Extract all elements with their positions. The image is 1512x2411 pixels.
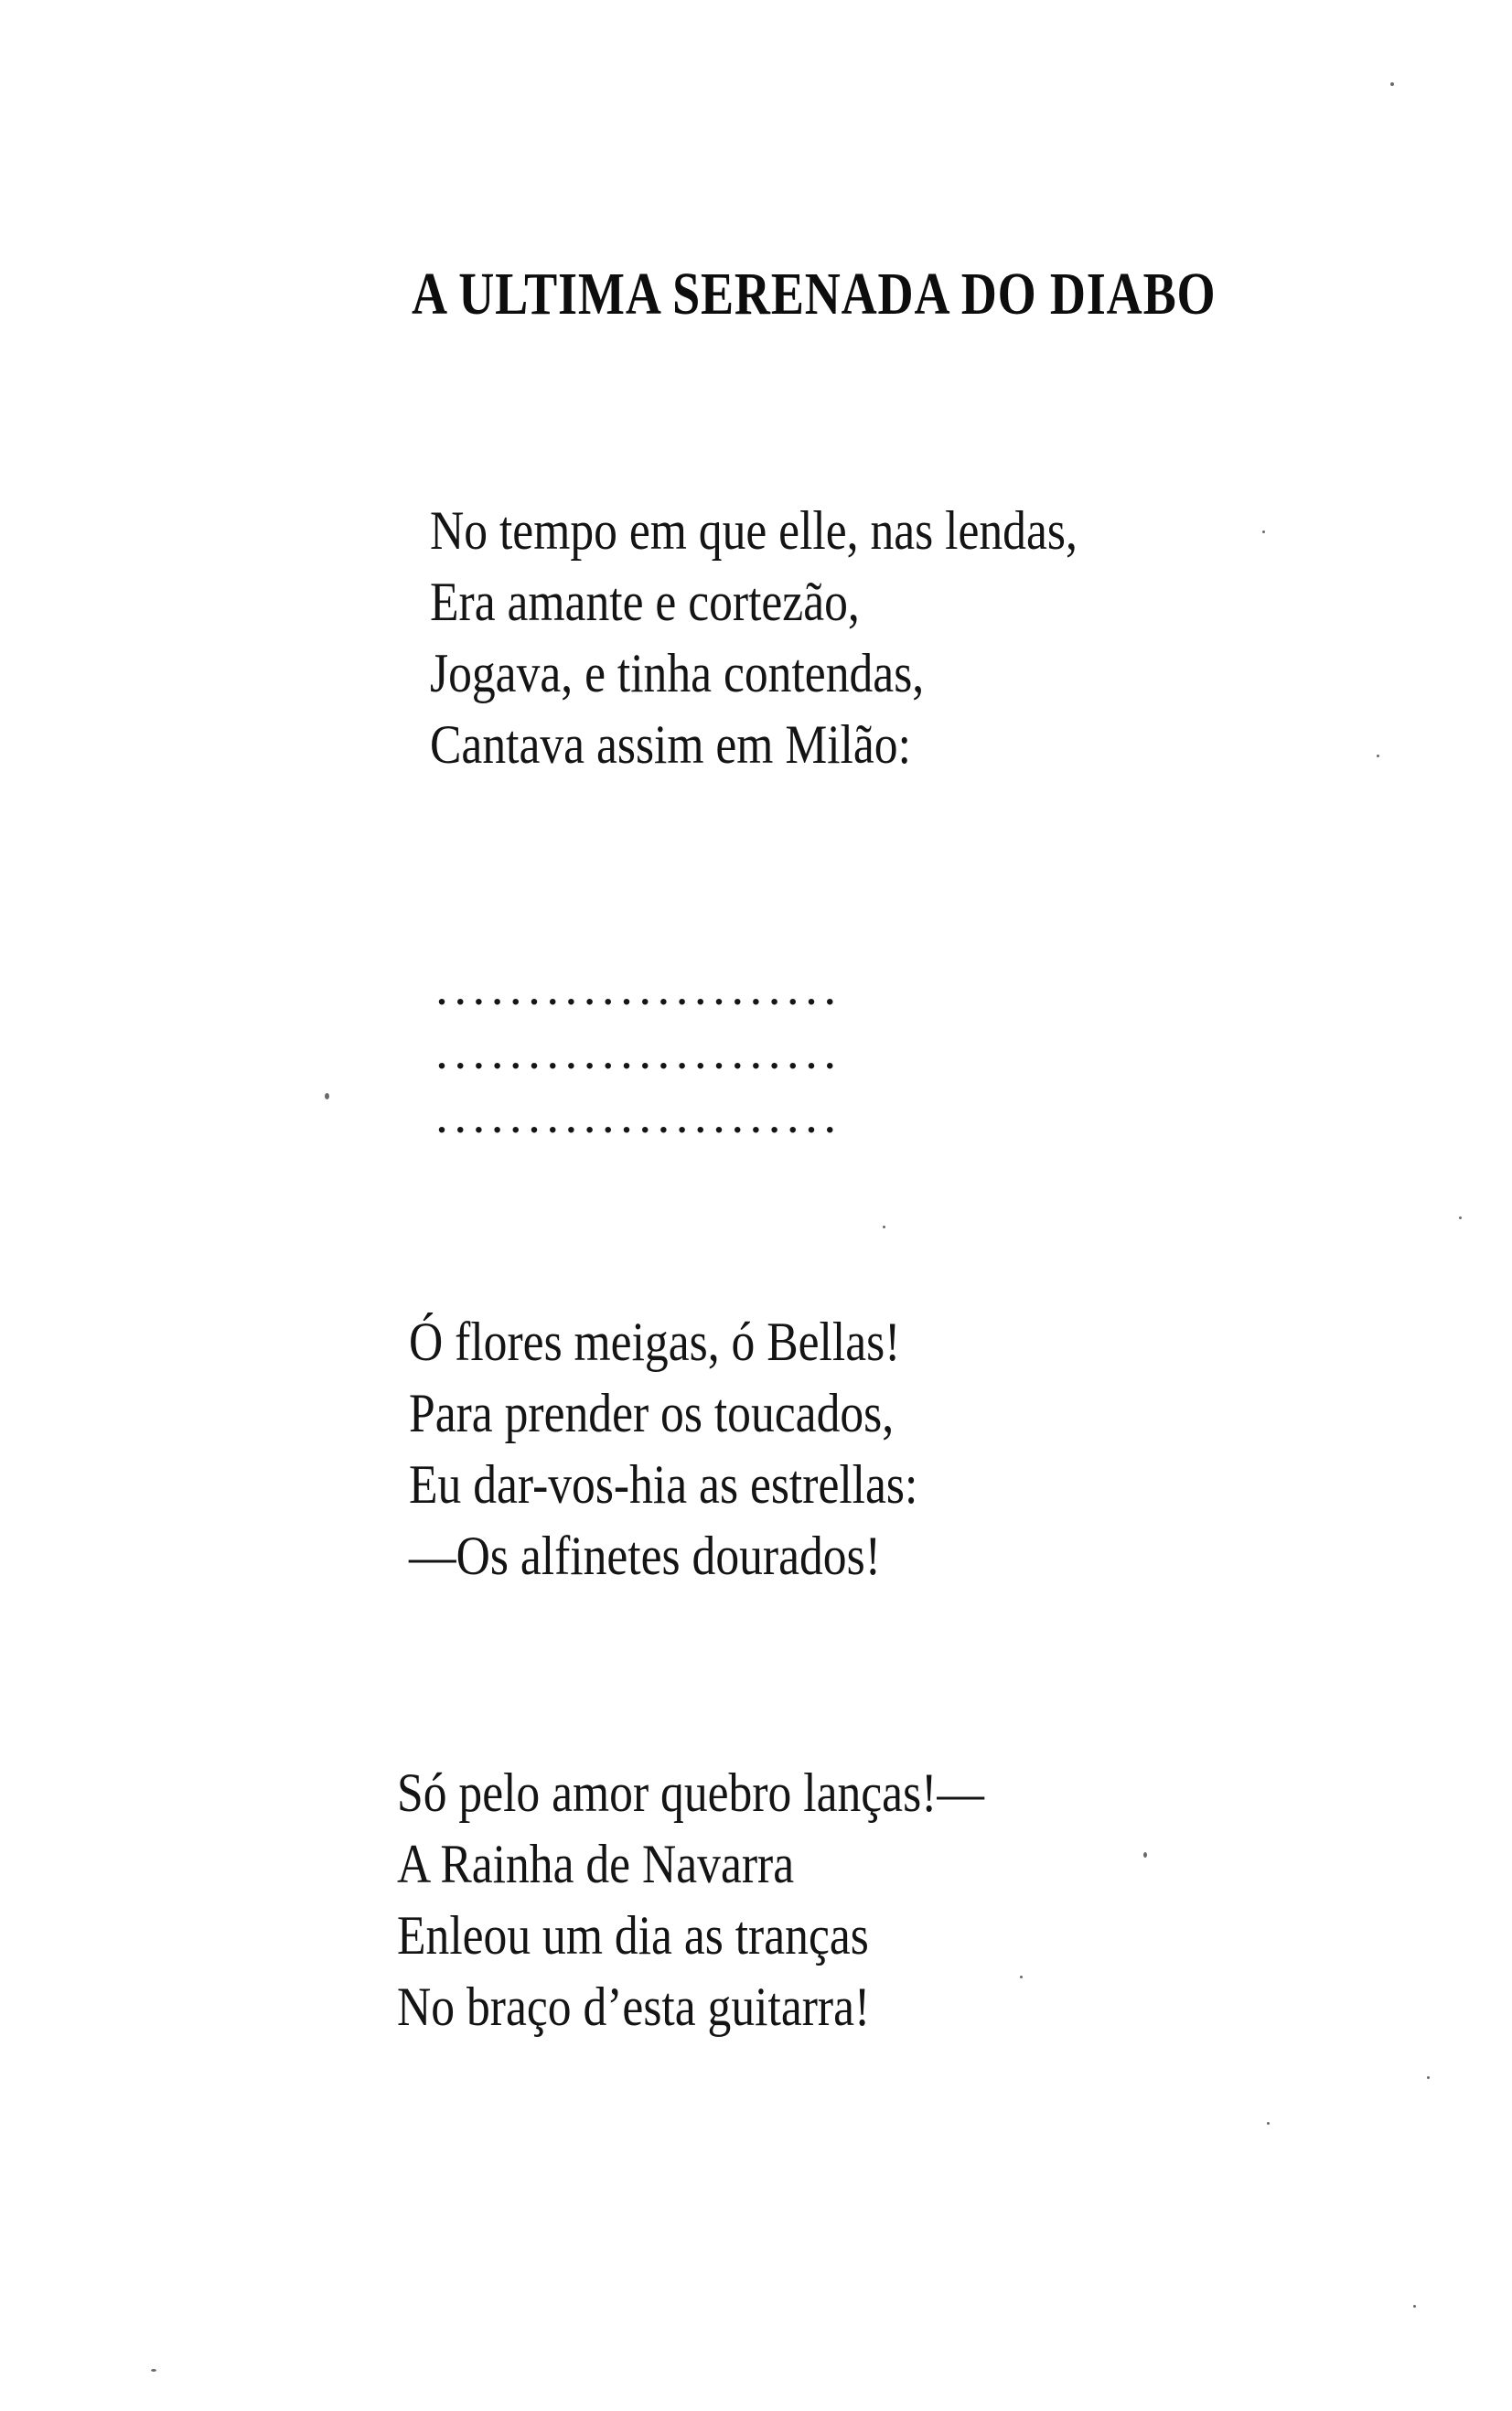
verse-line: Era amante e cortezão, [430, 572, 860, 632]
scan-speck [1413, 2305, 1416, 2308]
scan-speck [1020, 1976, 1023, 1978]
scan-speck [325, 1093, 329, 1099]
stanza-2 [409, 1306, 1001, 1591]
poem-title: A ULTIMA SERENADA DO DIABO [412, 261, 1217, 328]
verse-line: No braço d’esta guitarra! [397, 1977, 871, 2037]
stanza-3 [397, 1757, 1079, 2042]
dot-row: ...................... [437, 971, 844, 1013]
verse-line: No tempo em que elle, nas lendas, [430, 500, 1078, 561]
scan-speck [1143, 1852, 1147, 1858]
scan-speck [1267, 2122, 1270, 2125]
verse-line: A Rainha de Navarra [397, 1834, 795, 1894]
verse-line: —Os alfinetes dourados! [409, 1526, 881, 1586]
verse-line: Eu dar-vos-hia as estrellas: [409, 1454, 918, 1515]
scan-speck [151, 2369, 156, 2372]
stanza-1 [430, 495, 1183, 780]
dot-row: ...................... [437, 1035, 844, 1077]
scan-speck [883, 1226, 885, 1228]
verse-line: Jogava, e tinha contendas, [430, 643, 925, 703]
scan-speck [1427, 2076, 1430, 2079]
omission-dots [437, 960, 843, 1152]
scan-speck [1459, 1216, 1462, 1219]
scan-speck [1262, 530, 1265, 533]
dot-row: ...................... [437, 1099, 844, 1141]
scan-speck [1390, 82, 1394, 86]
verse-line: Para prender os toucados, [409, 1383, 895, 1443]
verse-line: Enleou um dia as tranças [397, 1905, 869, 1966]
verse-line: Cantava assim em Milão: [430, 714, 911, 775]
verse-line: Só pelo amor quebro lanças!— [397, 1763, 984, 1823]
verse-line: Ó flores meigas, ó Bellas! [409, 1312, 901, 1372]
scan-speck [1377, 755, 1379, 757]
